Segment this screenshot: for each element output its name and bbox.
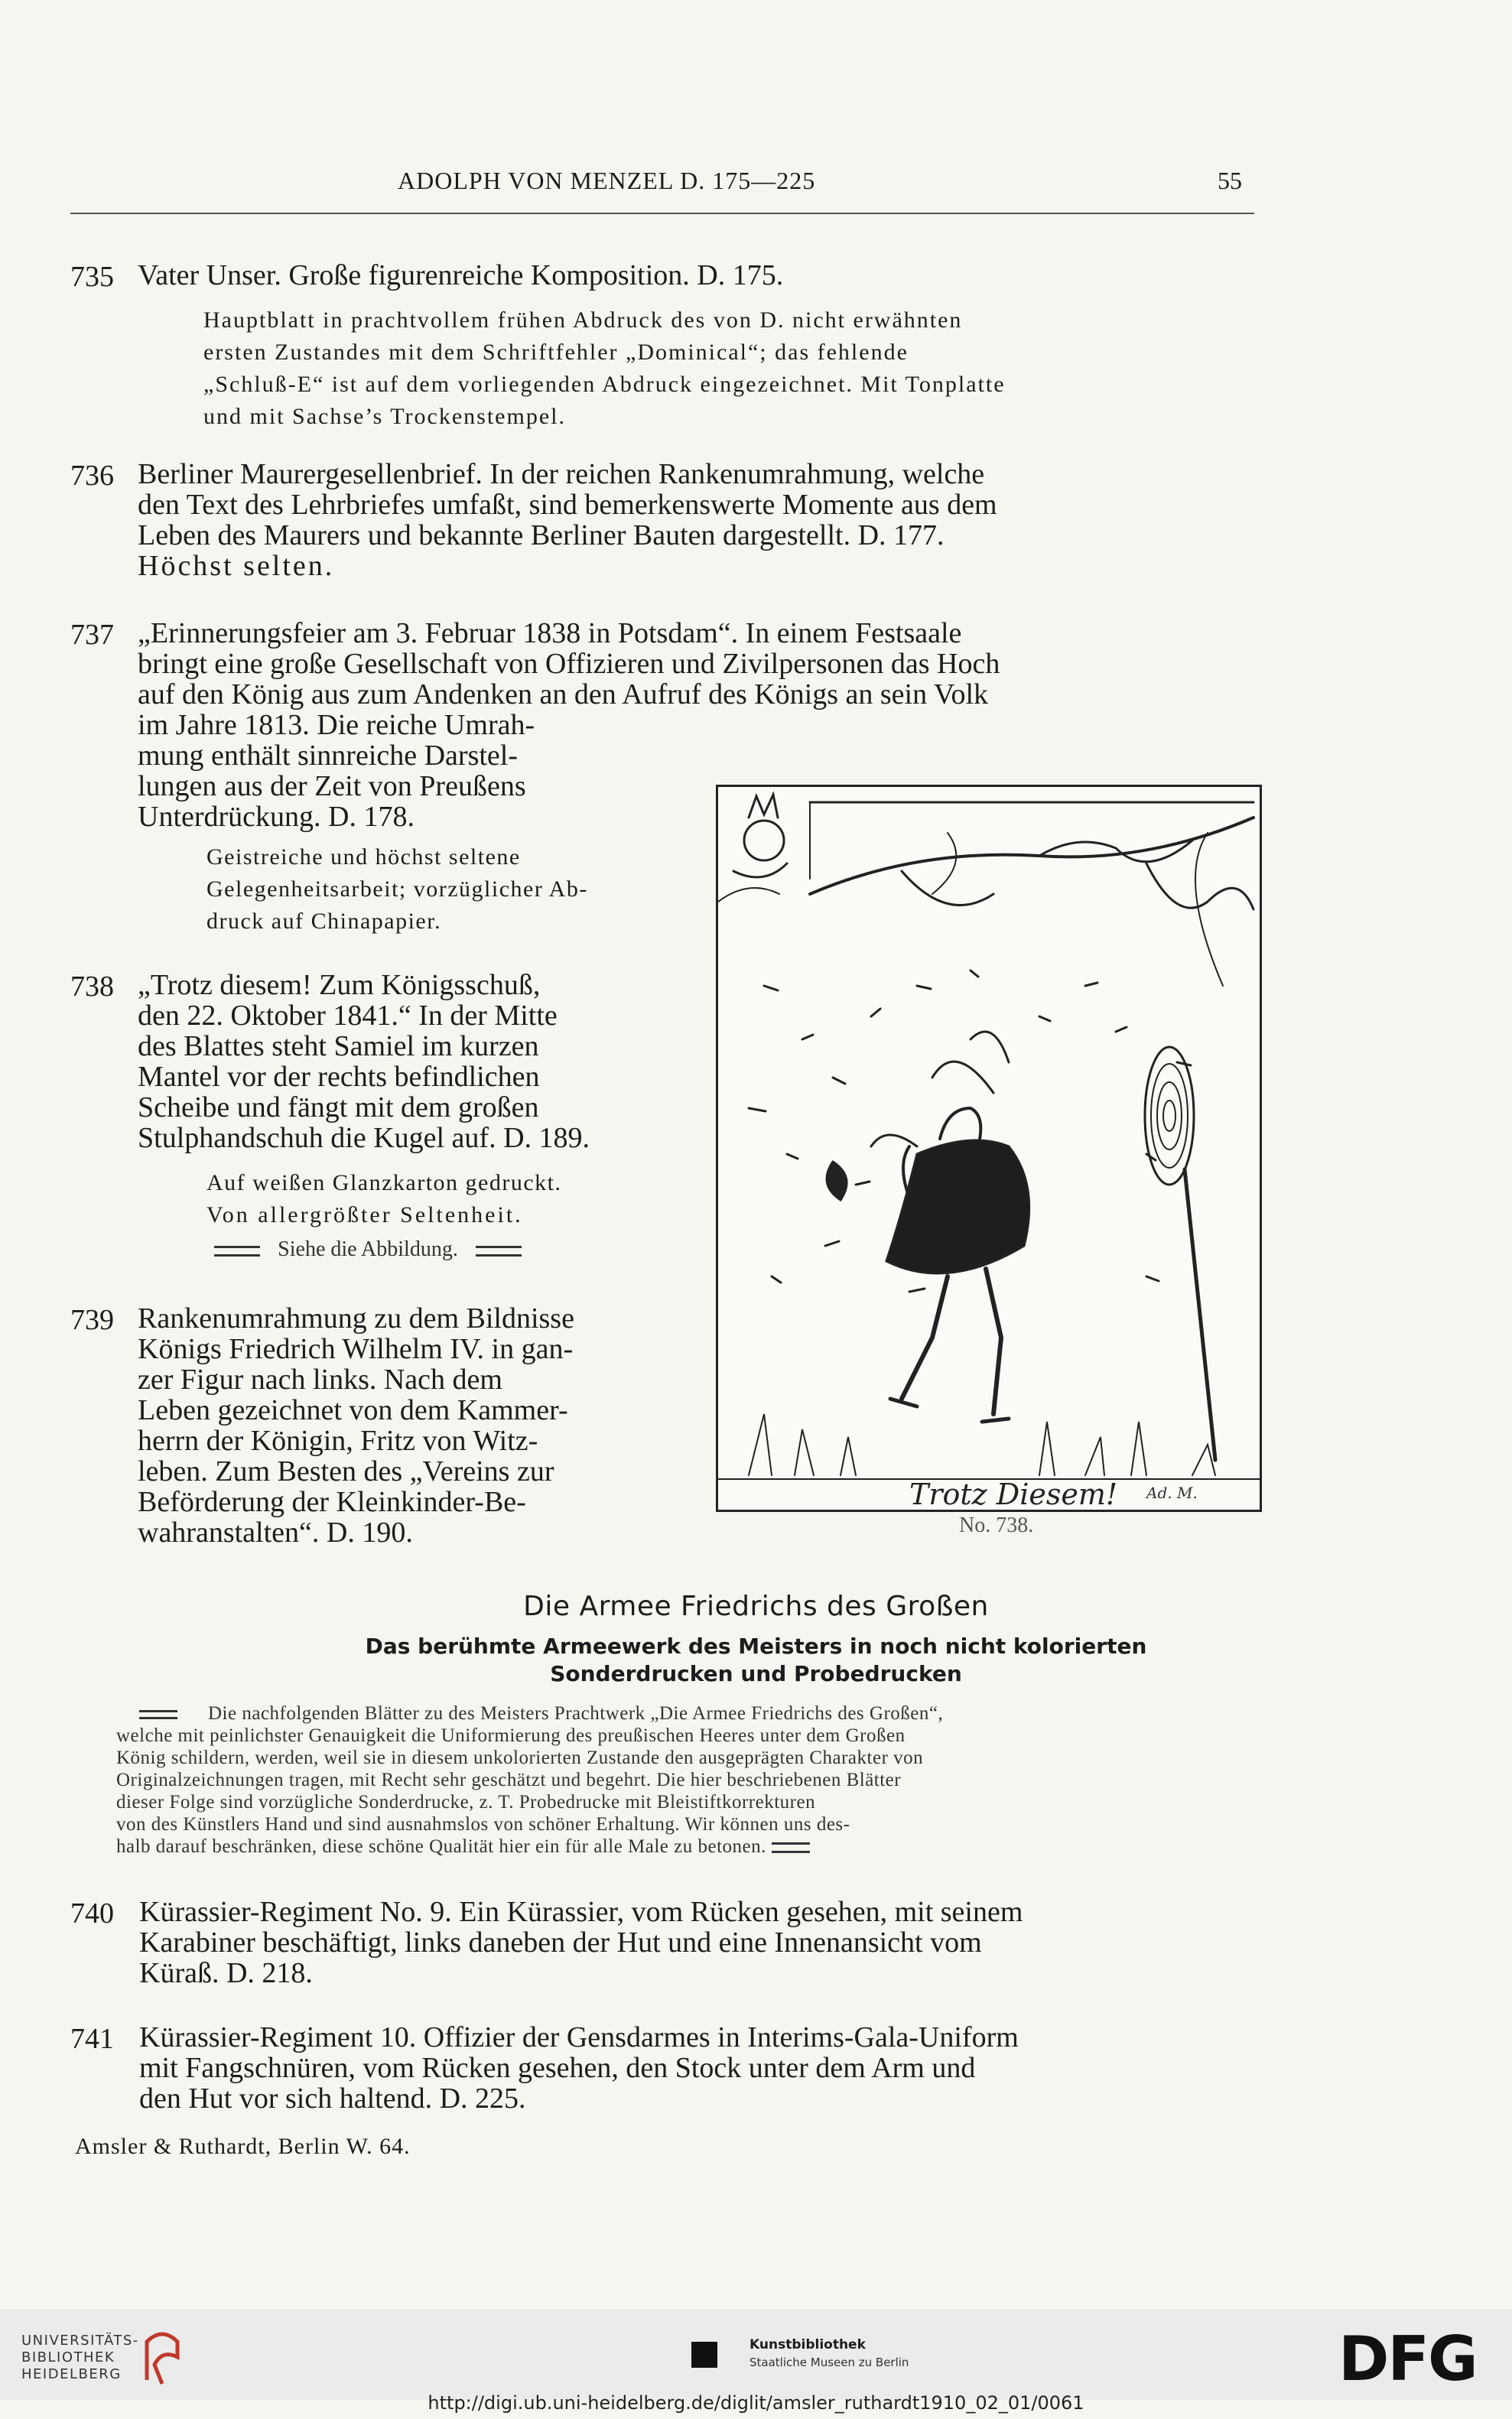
running-header: ADOLPH VON MENZEL D. 175—225: [398, 167, 816, 194]
entry-line: Stulphandschuh die Kugel auf. D. 189.: [138, 1122, 590, 1154]
double-rule: [476, 1246, 522, 1257]
entry-line: zer Figur nach links. Nach dem: [138, 1364, 502, 1396]
entry-line: Höchst selten.: [138, 550, 335, 582]
entry-text: [138, 1303, 665, 1548]
entry-line: Kürassier-Regiment 10. Offizier der Gensdarmes in Interims-Gala-Uniform: [139, 2021, 1019, 2053]
entry-line: Scheibe und fängt mit dem großen: [138, 1091, 539, 1123]
section-intro: [116, 1702, 1254, 1858]
entry-note: [203, 304, 1254, 433]
entry-number: 737: [70, 619, 114, 651]
entry-line: lungen aus der Zeit von Preußens: [138, 770, 526, 802]
entry-line: Mantel vor der rechts befindlichen: [138, 1061, 540, 1093]
note-line: Auf weißen Glanzkarton gedruckt.: [206, 1170, 562, 1195]
intro-line: Die nachfolgenden Blätter zu des Meisters Prachtwerk „Die Armee Friedrichs des Großen“,: [208, 1703, 944, 1724]
library-emblem-icon: [139, 2326, 182, 2388]
illustration-inscription: Trotz Diesem!: [909, 1478, 1118, 1510]
digitization-footer: [0, 2310, 1512, 2400]
section-title: Die Armee Friedrichs des Großen: [523, 1591, 989, 1622]
page-number: 55: [1218, 167, 1242, 194]
entry-note: [206, 1167, 665, 1231]
entry-line: leben. Zum Besten des „Vereins zur: [138, 1455, 554, 1487]
dfg-logo: DFG: [1338, 2323, 1477, 2395]
permalink-url[interactable]: http://digi.ub.uni-heidelberg.de/diglit/amsler_ruthardt1910_02_01/0061: [428, 2392, 1084, 2414]
note-line: „Schluß-E“ ist auf dem vorliegenden Abdruck eingezeichnet. Mit Tonplatte: [203, 372, 1006, 397]
entry-text: [138, 459, 1254, 581]
kunstbibliothek-title: Kunstbibliothek: [749, 2337, 866, 2352]
entry-line: Rankenumrahmung zu dem Bildnisse: [138, 1302, 574, 1335]
entry-line: herrn der Königin, Fritz von Witz-: [138, 1425, 538, 1457]
entry-line: den Hut vor sich haltend. D. 225.: [139, 2082, 526, 2115]
double-rule: [772, 1842, 810, 1853]
entry-number: 736: [70, 460, 114, 492]
entry-line: den Text des Lehrbriefes umfaßt, sind bemerkenswerte Momente aus dem: [138, 489, 997, 521]
entry-number: 739: [70, 1304, 114, 1336]
entry-line: Leben des Maurers und bekannte Berliner Bauten dargestellt. D. 177.: [138, 519, 945, 551]
note-line: druck auf Chinapapier.: [206, 909, 442, 934]
entry-line: Karabiner beschäftigt, links daneben der Hut und eine Innenansicht vom: [139, 1926, 982, 1959]
intro-line: König schildern, werden, weil sie in diesem unkolorierten Zustande den ausgeprägten Charakter von: [116, 1748, 924, 1768]
entry-line: auf den König aus zum Andenken an den Aufruf des Königs an sein Volk: [138, 678, 989, 710]
illustration-caption: No. 738.: [959, 1514, 1034, 1537]
university-library-logo: UNIVERSITÄTS- BIBLIOTHEK HEIDELBERG: [21, 2333, 139, 2382]
kunstbibliothek-subtitle: Staatliche Museen zu Berlin: [749, 2356, 909, 2369]
header-rule: [70, 213, 1254, 214]
entry-line: im Jahre 1813. Die reiche Umrah-: [138, 709, 535, 741]
publisher-imprint: Amsler & Ruthardt, Berlin W. 64.: [75, 2134, 411, 2159]
entry-line: Beförderung der Kleinkinder-Be-: [138, 1486, 526, 1518]
entry-line: wahranstalten“. D. 190.: [138, 1517, 413, 1549]
entry-line: mit Fangschnüren, vom Rücken gesehen, den Stock unter dem Arm und: [139, 2052, 976, 2084]
see-illustration-note: Siehe die Abbildung.: [188, 1237, 548, 1262]
note-line: ersten Zustandes mit dem Schriftfehler „Dominical“; das fehlende: [203, 340, 909, 365]
entry-line: „Trotz diesem! Zum Königsschuß,: [138, 969, 541, 1001]
entry-line: Vater Unser. Große figurenreiche Komposition. D. 175.: [138, 259, 784, 291]
note-line: Von allergrößter Seltenheit.: [206, 1202, 523, 1227]
note-line: Hauptblatt in prachtvollem frühen Abdruck des von D. nicht erwähnten: [203, 307, 963, 333]
entry-line: Küraß. D. 218.: [139, 1957, 313, 1989]
etching-image: [718, 787, 1260, 1510]
note-line: Gelegenheitsarbeit; vorzüglicher Ab-: [206, 876, 588, 902]
entry-text: [138, 260, 1254, 291]
entry-number: 735: [70, 261, 114, 293]
entry-text: [138, 618, 1254, 710]
entry-line: mung enthält sinnreiche Darstel-: [138, 740, 519, 772]
entry-note: [206, 841, 665, 938]
intro-line: von des Künstlers Hand und sind ausnahmslos von schöner Erhaltung. Wir können uns des-: [116, 1814, 850, 1835]
entry-number: 738: [70, 971, 114, 1003]
intro-line: halb darauf beschränken, diese schöne Qualität hier ein für alle Male zu betonen.: [116, 1835, 1254, 1858]
entry-line: Unterdrückung. D. 178.: [138, 801, 415, 833]
entry-text: [139, 1897, 1254, 1988]
entry-number: 740: [70, 1897, 114, 1930]
entry-line: des Blattes steht Samiel im kurzen: [138, 1030, 539, 1062]
entry-line: bringt eine große Gesellschaft von Offizieren und Zivilpersonen das Hoch: [138, 648, 1000, 680]
section-subtitle: Das berühmte Armeewerk des Meisters in noch nicht kolorierten: [365, 1634, 1147, 1659]
entry-line: Berliner Maurergesellenbrief. In der reichen Rankenumrahmung, welche: [138, 458, 985, 490]
double-rule: [214, 1246, 260, 1257]
entry-line: Leben gezeichnet von dem Kammer-: [138, 1394, 568, 1426]
intro-line: Originalzeichnungen tragen, mit Recht sehr geschätzt und begehrt. Die hier beschriebenen Blätter: [116, 1770, 902, 1790]
intro-line: dieser Folge sind vorzügliche Sonderdrucke, z. T. Probedrucke mit Bleistiftkorrekturen: [116, 1792, 816, 1813]
entry-text: [139, 2022, 1254, 2114]
entry-number: 741: [70, 2023, 114, 2055]
entry-line: den 22. Oktober 1841.“ In der Mitte: [138, 1000, 558, 1032]
entry-line: Königs Friedrich Wilhelm IV. in gan-: [138, 1333, 574, 1365]
entry-line: Kürassier-Regiment No. 9. Ein Kürassier, vom Rücken gesehen, mit seinem: [139, 1896, 1023, 1928]
entry-text: [138, 970, 665, 1153]
entry-text: [138, 710, 665, 832]
intro-line: welche mit peinlichster Genauigkeit die Uniformierung des preußischen Heeres unter dem Großen: [116, 1725, 906, 1746]
note-line: und mit Sachse’s Trockenstempel.: [203, 404, 566, 429]
illustration-signature: Ad. M.: [1146, 1484, 1198, 1502]
entry-line: „Erinnerungsfeier am 3. Februar 1838 in Potsdam“. In einem Festsaale: [138, 617, 962, 649]
note-line: Geistreiche und höchst seltene: [206, 844, 521, 870]
illustration-trotz-diesem: [716, 785, 1262, 1512]
kunstbibliothek-logo-icon: [691, 2342, 717, 2368]
section-subtitle-2: Sonderdrucken und Probedrucken: [550, 1661, 962, 1686]
